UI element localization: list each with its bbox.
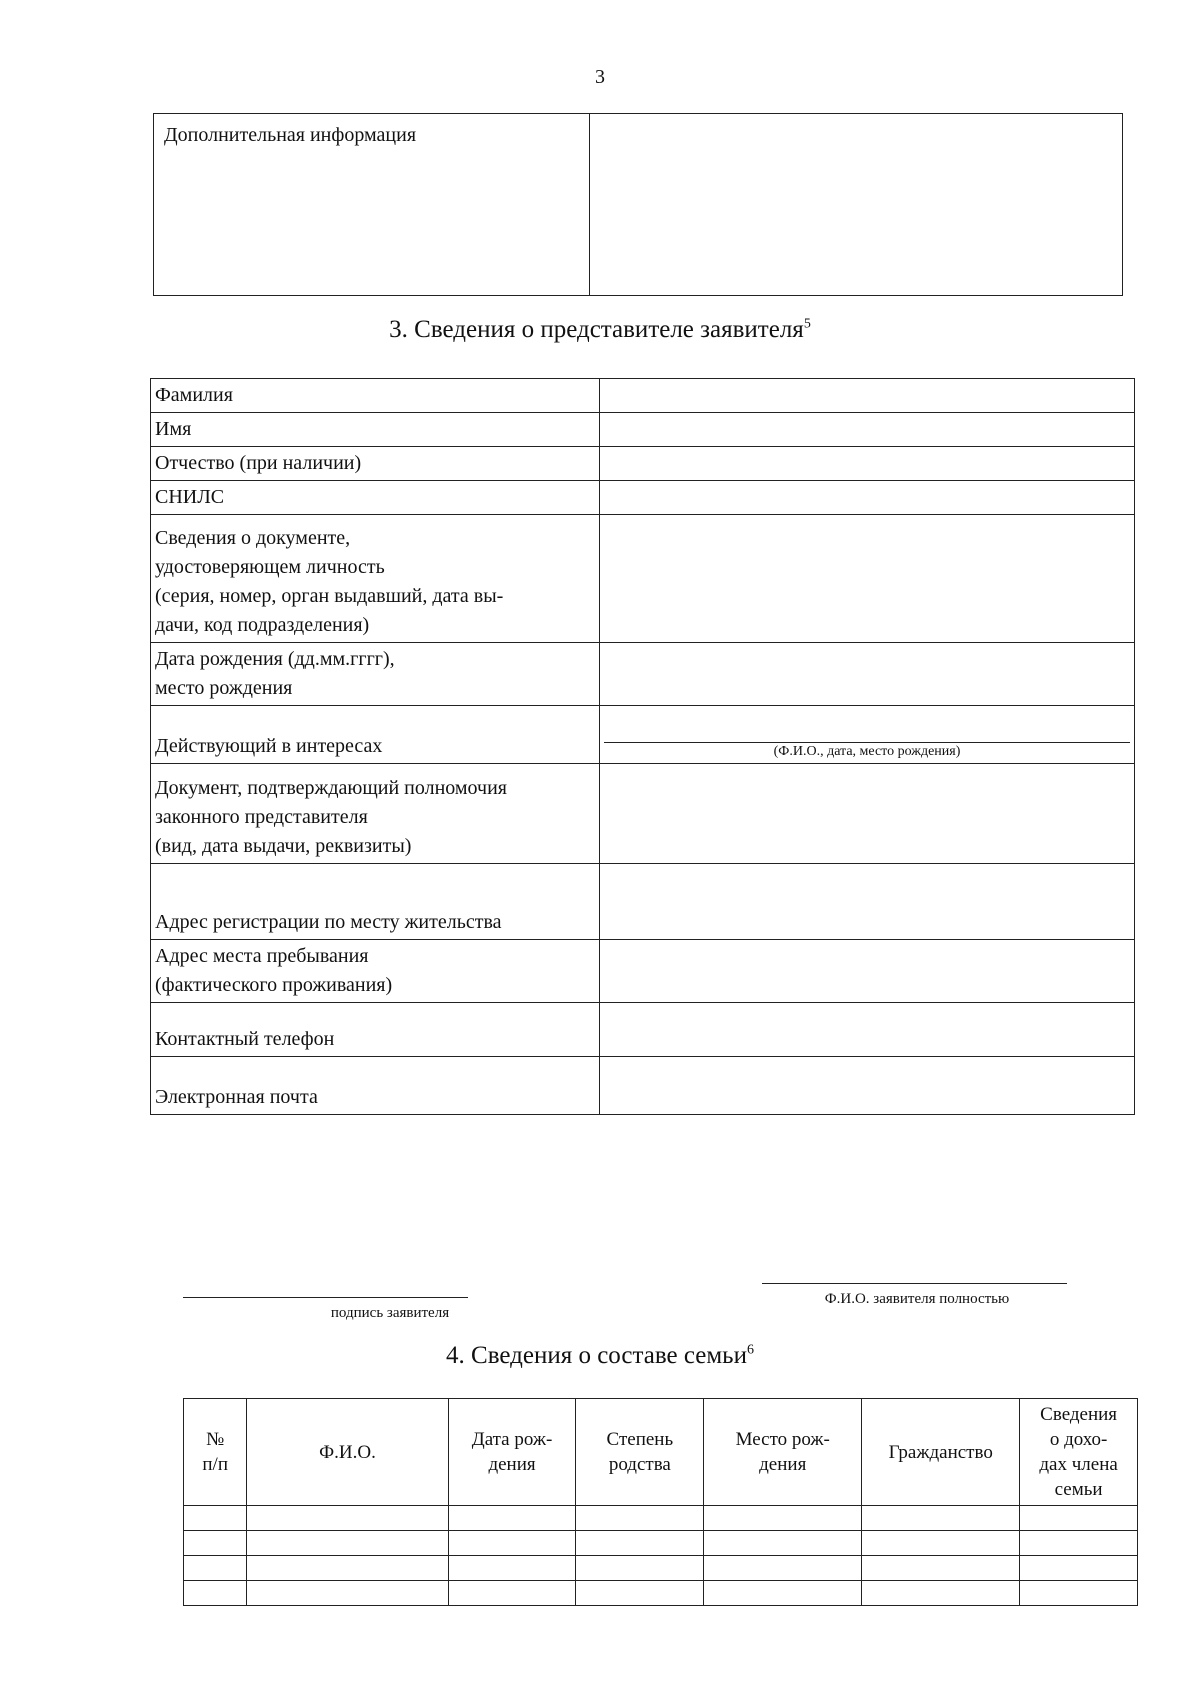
representative-field-label: Отчество (при наличии) bbox=[151, 447, 600, 481]
extra-info-value bbox=[590, 114, 1123, 296]
representative-field-label: Адрес регистрации по месту жительства bbox=[151, 864, 600, 940]
family-column-header: Гражданство bbox=[862, 1399, 1020, 1506]
representative-row bbox=[151, 940, 1135, 1003]
family-table-cell bbox=[862, 1581, 1020, 1606]
representative-row bbox=[151, 413, 1135, 447]
family-column-header: Сведения о дохо- дах члена семьи bbox=[1020, 1399, 1138, 1506]
representative-row bbox=[151, 481, 1135, 515]
family-table-cell bbox=[704, 1581, 862, 1606]
extra-info-table bbox=[153, 113, 1123, 296]
family-table-cell bbox=[704, 1531, 862, 1556]
family-table-cell bbox=[448, 1506, 576, 1531]
family-table-cell bbox=[448, 1581, 576, 1606]
representative-field-label: Дата рождения (дд.мм.гггг), место рождения bbox=[151, 643, 600, 706]
representative-field-label: Электронная почта bbox=[151, 1057, 600, 1115]
section-4-title-text: 4. Сведения о составе семьи bbox=[446, 1342, 747, 1369]
representative-row bbox=[151, 379, 1135, 413]
representative-field-value bbox=[600, 643, 1135, 706]
section-4-footnote: 6 bbox=[746, 1342, 754, 1358]
representative-row bbox=[151, 706, 1135, 764]
representative-field-value bbox=[600, 515, 1135, 643]
representative-field-value bbox=[600, 481, 1135, 515]
family-table-row bbox=[184, 1556, 1138, 1581]
family-table-row bbox=[184, 1581, 1138, 1606]
family-table-cell bbox=[1020, 1581, 1138, 1606]
family-table-cell bbox=[862, 1506, 1020, 1531]
representative-row bbox=[151, 447, 1135, 481]
representative-field-label: Адрес места пребывания (фактического проживания) bbox=[151, 940, 600, 1003]
family-table-cell bbox=[704, 1556, 862, 1581]
representative-field-label: СНИЛС bbox=[151, 481, 600, 515]
family-table-row bbox=[184, 1506, 1138, 1531]
representative-field-label: Фамилия bbox=[151, 379, 600, 413]
representative-field-value bbox=[600, 447, 1135, 481]
representative-field-label: Сведения о документе, удостоверяющем личность (серия, номер, орган выдавший, дата вы- дачи, код подразделения) bbox=[151, 515, 600, 643]
representative-field-label: Документ, подтверждающий полномочия законного представителя (вид, дата выдачи, реквизиты) bbox=[151, 764, 600, 864]
family-table-cell bbox=[704, 1506, 862, 1531]
representative-field-label: Действующий в интересах bbox=[151, 706, 600, 764]
family-column-header: № п/п bbox=[184, 1399, 247, 1506]
representative-row bbox=[151, 864, 1135, 940]
family-column-header: Степень родства bbox=[576, 1399, 704, 1506]
family-table-cell bbox=[247, 1531, 448, 1556]
representative-table bbox=[150, 378, 1135, 1115]
family-table-cell bbox=[247, 1506, 448, 1531]
section-4-title bbox=[0, 1342, 1200, 1370]
representative-field-value bbox=[600, 706, 1135, 764]
family-table-cell bbox=[247, 1556, 448, 1581]
family-table-cell bbox=[576, 1531, 704, 1556]
representative-field-value bbox=[600, 1057, 1135, 1115]
representative-field-label: Контактный телефон bbox=[151, 1003, 600, 1057]
family-table-header bbox=[184, 1399, 1138, 1506]
representative-field-label: Имя bbox=[151, 413, 600, 447]
page-number: 3 bbox=[595, 66, 605, 88]
section-3-title-text: 3. Сведения о представителе заявителя bbox=[389, 316, 804, 343]
family-table bbox=[183, 1398, 1138, 1606]
family-table-cell bbox=[576, 1506, 704, 1531]
full-name-caption: Ф.И.О. заявителя полностью bbox=[824, 1291, 1010, 1307]
family-table-cell bbox=[184, 1556, 247, 1581]
family-table-cell bbox=[184, 1581, 247, 1606]
family-table-cell bbox=[862, 1556, 1020, 1581]
extra-info-label: Дополнительная информация bbox=[154, 114, 590, 296]
representative-field-value bbox=[600, 764, 1135, 864]
family-column-header: Место рож- дения bbox=[704, 1399, 862, 1506]
family-table-cell bbox=[184, 1531, 247, 1556]
family-table-cell bbox=[862, 1531, 1020, 1556]
family-column-header: Ф.И.О. bbox=[247, 1399, 448, 1506]
signature-line bbox=[183, 1297, 468, 1298]
representative-field-value bbox=[600, 864, 1135, 940]
representative-row bbox=[151, 764, 1135, 864]
representative-row bbox=[151, 515, 1135, 643]
representative-field-note: (Ф.И.О., дата, место рождения) bbox=[604, 742, 1130, 761]
representative-field-value bbox=[600, 379, 1135, 413]
family-table-cell bbox=[184, 1506, 247, 1531]
representative-row bbox=[151, 1003, 1135, 1057]
family-table-cell bbox=[1020, 1531, 1138, 1556]
representative-row bbox=[151, 1057, 1135, 1115]
signature-caption: подпись заявителя bbox=[330, 1305, 450, 1321]
family-table-row bbox=[184, 1531, 1138, 1556]
family-column-header: Дата рож- дения bbox=[448, 1399, 576, 1506]
representative-field-value bbox=[600, 940, 1135, 1003]
family-table-cell bbox=[1020, 1556, 1138, 1581]
family-table-cell bbox=[576, 1581, 704, 1606]
family-table-cell bbox=[448, 1531, 576, 1556]
representative-field-value bbox=[600, 413, 1135, 447]
full-name-line bbox=[762, 1283, 1067, 1284]
family-table-cell bbox=[247, 1581, 448, 1606]
section-3-title bbox=[0, 316, 1200, 344]
representative-field-value bbox=[600, 1003, 1135, 1057]
family-table-cell bbox=[1020, 1506, 1138, 1531]
representative-row bbox=[151, 643, 1135, 706]
family-table-cell bbox=[448, 1556, 576, 1581]
family-table-cell bbox=[576, 1556, 704, 1581]
section-3-footnote: 5 bbox=[803, 316, 811, 332]
